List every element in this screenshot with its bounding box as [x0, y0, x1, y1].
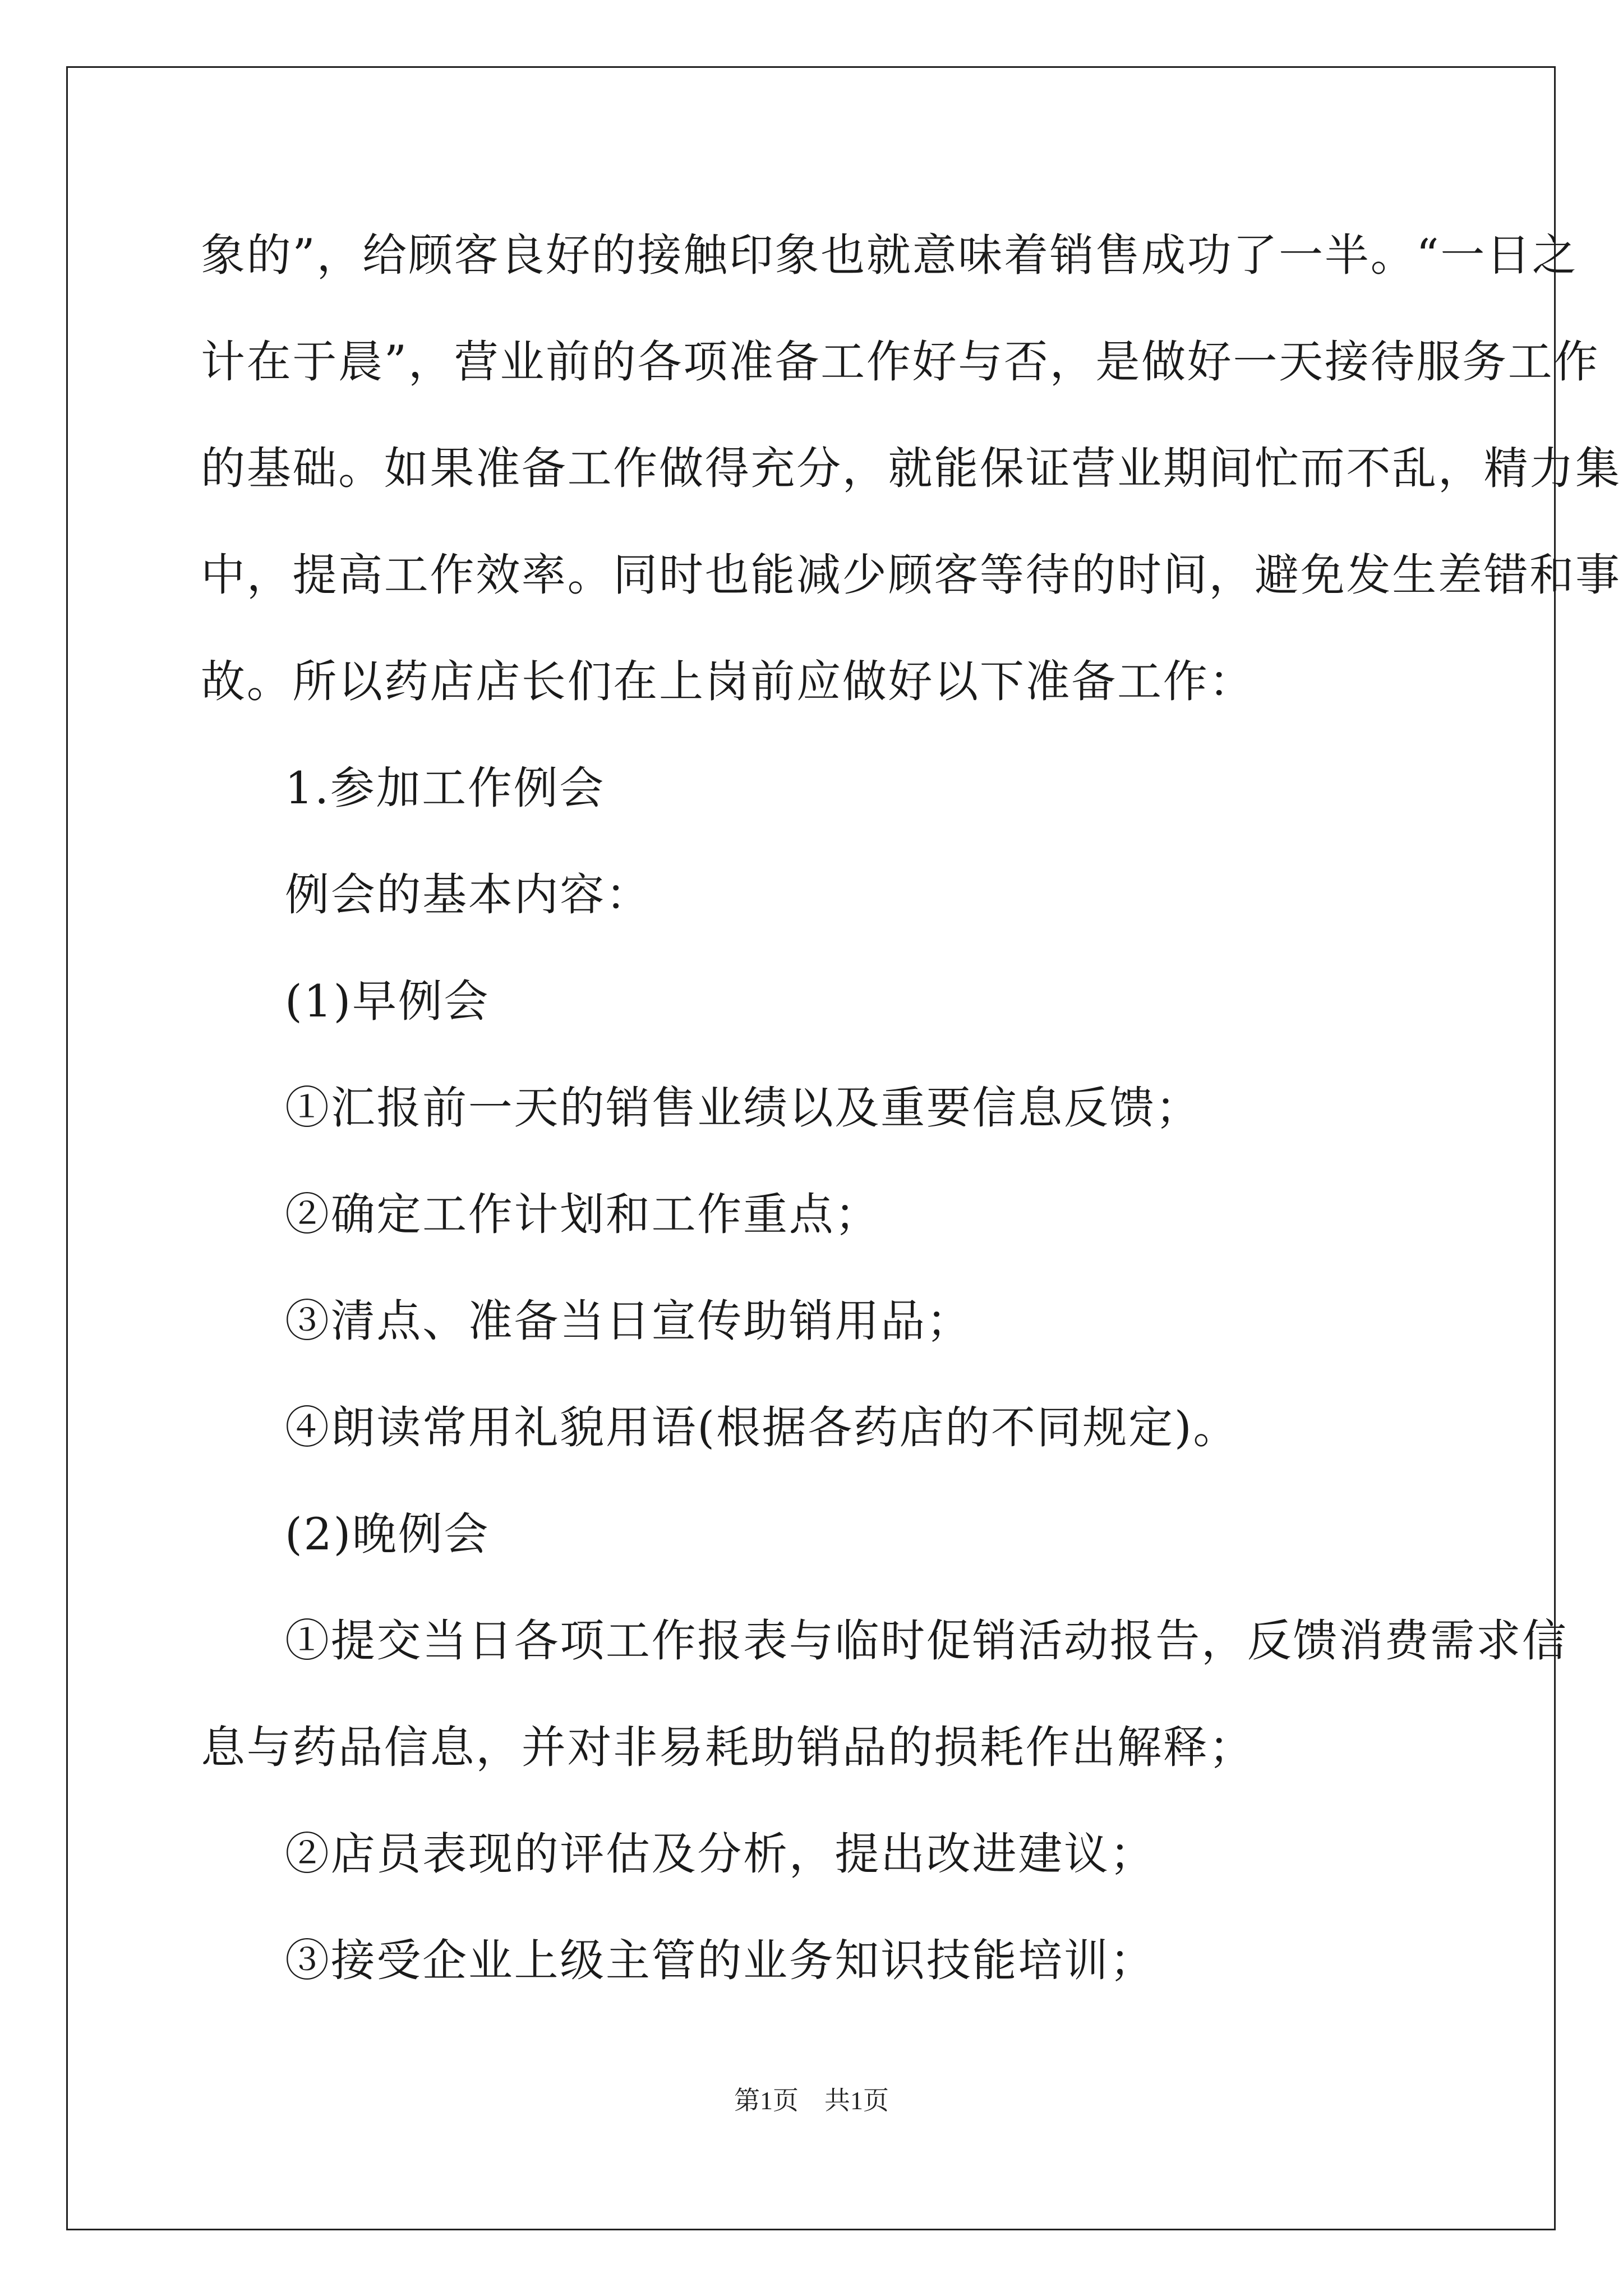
paragraph-line: 计在于晨”，营业前的各项准备工作好与否，是做好一天接待服务工作 — [201, 336, 1600, 388]
list-item: ①汇报前一天的销售业绩以及重要信息反馈； — [285, 1082, 1201, 1134]
list-item: ②店员表现的评估及分析，提出改进建议； — [285, 1828, 1156, 1880]
list-item: ③接受企业上级主管的业务知识技能培训； — [285, 1935, 1156, 1986]
section-heading: 1.参加工作例会 — [285, 762, 605, 814]
paragraph-line: 故。所以药店店长们在上岗前应做好以下准备工作： — [201, 656, 1255, 707]
list-item: ①提交当日各项工作报表与临时促销活动报告，反馈消费需求信 — [285, 1615, 1568, 1667]
document-body — [201, 202, 1621, 2014]
list-item: ④朗读常用礼貌用语(根据各药店的不同规定)。 — [285, 1402, 1239, 1453]
paragraph-line: 象的”，给顾客良好的接触印象也就意味着销售成功了一半。“一日之 — [201, 229, 1578, 281]
page-number-footer: 第1页 共1页 — [734, 2086, 889, 2115]
paragraph-line: 例会的基本内容： — [285, 869, 652, 921]
subsection-heading: (1)早例会 — [285, 976, 490, 1027]
paragraph-line: 中，提高工作效率。同时也能减少顾客等待的时间，避免发生差错和事 — [201, 549, 1621, 601]
paragraph-line: 的基础。如果准备工作做得充分，就能保证营业期间忙而不乱，精力集 — [201, 443, 1621, 494]
list-item-continuation: 息与药品信息，并对非易耗助销品的损耗作出解释； — [201, 1722, 1255, 1773]
subsection-heading: (2)晚例会 — [285, 1508, 490, 1560]
list-item: ②确定工作计划和工作重点； — [285, 1189, 881, 1240]
list-item: ③清点、准备当日宣传助销用品； — [285, 1295, 972, 1347]
